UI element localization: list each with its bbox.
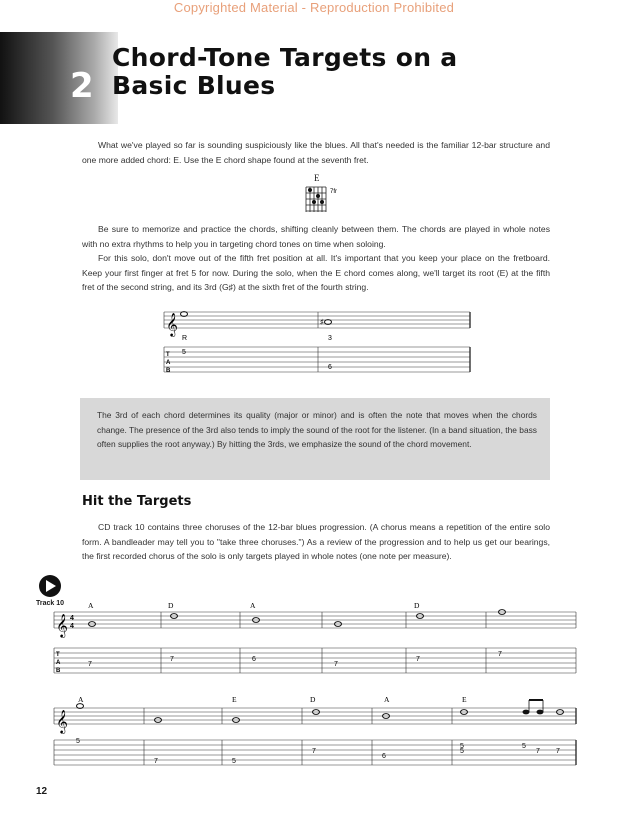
tab-number: 5 <box>232 758 236 765</box>
time-signature: 4 <box>70 615 74 622</box>
paragraph-2: Be sure to memorize and practice the chords, shifting cleanly between them. The chords are played in whole notes with no extra rhythms to help you in targeting chord tones on time when soloing. <box>82 224 550 249</box>
quarter-note <box>523 710 530 715</box>
intro-paragraph: What we've played so far is sounding suspiciously like the blues. All that's needed is the familiar 12-bar structure and one more added chord: E. Use the E chord shape found at the seventh fret. <box>82 140 550 165</box>
tab-number: 7 <box>556 748 560 755</box>
treble-clef: 𝄞 <box>166 314 178 336</box>
chord-symbol: E <box>232 695 237 704</box>
interval-label: 3 <box>328 335 332 342</box>
chord-diagram <box>302 184 346 218</box>
system-1-notation <box>50 598 580 680</box>
tab-number: 7 <box>312 748 316 755</box>
finger-dot <box>312 200 316 204</box>
chapter-title-line-1: Chord-Tone Targets on a <box>112 43 458 72</box>
tab-letter: A <box>166 360 171 366</box>
copyright-notice: Copyrighted Material - Reproduction Prohibited <box>173 0 455 15</box>
finger-dot <box>308 188 312 192</box>
chapter-title-line-2: Basic Blues <box>112 71 276 100</box>
fret-label: 7fr <box>330 189 338 195</box>
tab-number: 6 <box>252 656 256 663</box>
paragraph-3: For this solo, don't move out of the fifth fret position at all. It's important that you keep your place on the fretboard. Keep your first finger at fret 5 for now. During the solo, when the E chord comes along, we'll target its root (E) at the fifth fret of the second string, and its 3rd (G♯) at the sixth fret of the fourth string. <box>82 253 550 293</box>
track-label: Track 10 <box>36 600 65 607</box>
tab-letter: T <box>56 652 60 658</box>
tab-number: 7 <box>88 661 92 668</box>
tab-number: 7 <box>170 656 174 663</box>
treble-clef: 𝄞 <box>56 711 68 733</box>
chapter-title <box>112 44 457 100</box>
tab-letter: B <box>166 368 171 374</box>
section-title: Hit the Targets <box>82 494 192 509</box>
tab-letter: B <box>56 668 61 674</box>
tab-number: 6 <box>382 753 386 760</box>
treble-clef: 𝄞 <box>56 615 68 637</box>
page-number: 12 <box>36 786 48 797</box>
chord-symbol: A <box>384 695 390 704</box>
tab-number: 5 <box>76 738 80 745</box>
example-1-notation <box>158 307 476 379</box>
time-signature: 4 <box>70 623 74 630</box>
tab-number: 7 <box>416 656 420 663</box>
sharp-sign: ♯ <box>320 319 324 326</box>
interval-label: R <box>182 335 188 342</box>
tab-number: 5 <box>460 748 464 755</box>
section-paragraph: CD track 10 contains three choruses of the 12-bar blues progression. (A chorus means a repetition of the entire solo form. A bandleader may tell you to "take three choruses.") As a review of the progression and to help us get our bearings, the first recorded chorus of the solo is only targets played in whole notes (one note per measure). <box>82 522 550 562</box>
tab-number: 5 <box>182 349 186 356</box>
chord-symbol: A <box>250 601 256 610</box>
sidebar-box-text: The 3rd of each chord determines its quality (major or minor) and is often the note that moves when the chords change. The presence of the 3rd also tends to imply the sound of the root for the listener. (In a band situation, the bass often supplies the root anyway.) By hitting the 3rds, we emphasize the sound of the chord movement. <box>97 410 537 450</box>
tab-number: 6 <box>328 364 332 371</box>
quarter-note <box>537 710 544 715</box>
tab-letter: T <box>166 352 170 358</box>
chord-symbol: D <box>414 601 420 610</box>
chord-symbol: D <box>168 601 174 610</box>
chapter-badge <box>0 32 118 124</box>
whole-note <box>77 704 84 709</box>
tab-number: 7 <box>536 748 540 755</box>
chord-symbol: D <box>310 695 316 704</box>
system-2-notation <box>50 690 580 772</box>
finger-dot <box>320 200 324 204</box>
chapter-number: 2 <box>70 66 94 106</box>
chord-symbol: E <box>462 695 467 704</box>
chord-symbol: A <box>78 695 84 704</box>
chord-symbol: A <box>88 601 94 610</box>
whole-note <box>325 320 332 325</box>
tab-number: 7 <box>334 661 338 668</box>
whole-note <box>181 312 188 317</box>
finger-dot <box>316 194 320 198</box>
chord-diagram-name: E <box>314 173 320 183</box>
cd-track-icon <box>39 575 61 597</box>
tab-number: 7 <box>498 651 502 658</box>
tab-number: 5 <box>522 743 526 750</box>
tab-number: 7 <box>154 758 158 765</box>
tab-letter: A <box>56 660 61 666</box>
tab-number: 5 <box>460 743 464 750</box>
